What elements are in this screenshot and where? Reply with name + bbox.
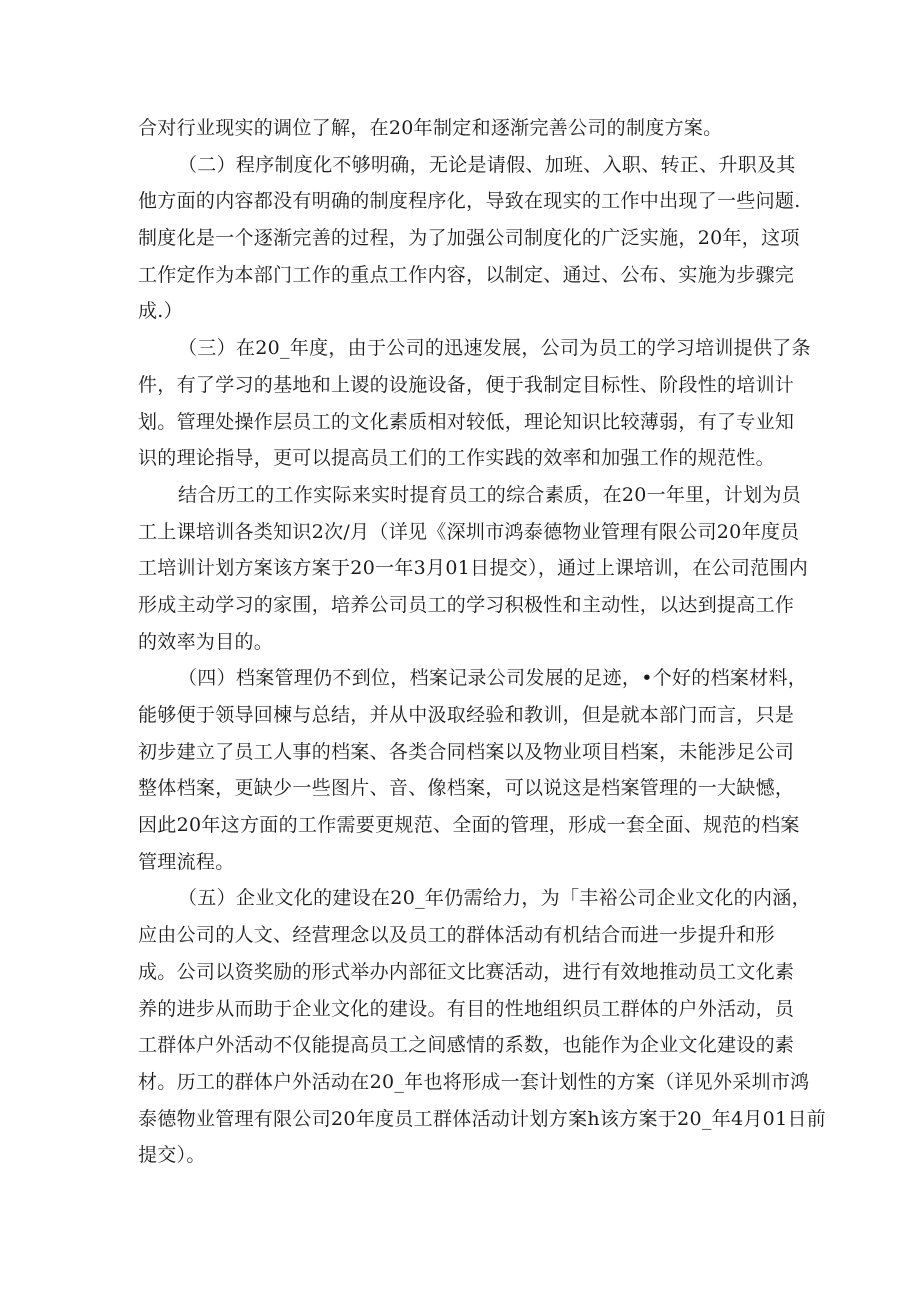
text-line: 识的理论指导，更可以提高员工们的工作实践的效率和加强工作的规范性。 [138, 447, 775, 470]
text-line: 件，有了学习的基地和上谡的设施设备，便于我制定目标性、阶段性的培训计 [138, 373, 795, 396]
text-line: 应由公司的人文、经营理念以及员工的群体活动有机结合而进一步提升和形 [138, 924, 775, 947]
text-line: 工上课培训各类知识2次/月（详见《深圳市鸿泰德物业管理有限公司20年度员 [138, 520, 800, 543]
text-line: 工群体户外活动不仅能提高员工之间感情的系数，也能作为企业文化建设的素 [138, 1034, 795, 1057]
text-line: 整体档案，更缺少一些图片、音、像档案，可以说这是档案管理的一大缺憾， [138, 777, 795, 800]
document-body [138, 110, 827, 1174]
text-line: 划。管理处操作层员工的文化素质相对较低，理论知识比较薄弱，有了专业知 [138, 410, 795, 433]
text-line: （二）程序制度化不够明确，无论是请假、加班、入职、转正、升职及其 [178, 153, 796, 176]
text-line: 因此20年这方面的工作需要更规范、全面的管理，形成一套全面、规范的档案 [138, 814, 800, 837]
text-line: 材。历工的群体户外活动在20_年也将形成一套计划性的方案（详见外采圳市鸿 [138, 1070, 810, 1093]
text-line: 工培训计划方案该方案于20一年3月01日提交），通过上课培训，在公司范围内 [138, 557, 809, 580]
text-line: 养的进步从而助于企业文化的建设。有目的性地组织员工群体的户外活动，员 [138, 997, 795, 1020]
text-line: （五）企业文化的建设在20_年仍需给力，为「丰裕公司企业文化的内涵， [178, 887, 811, 910]
text-line: 工作定作为本部门工作的重点工作内容，以制定、通过、公布、实施为步骤完 [138, 263, 795, 286]
text-line: 他方面的内容都没有明确的制度程序化，导致在现实的工作中出现了一些问题. [138, 190, 801, 213]
text-line: 初步建立了员工人事的档案、各类合同档案以及物业项目档案，未能涉足公司 [138, 740, 795, 763]
text-line: 合对行业现实的调位了解，在20年制定和逐渐完善公司的制度方案。 [138, 117, 723, 139]
text-line: 成.） [138, 300, 183, 323]
text-line: （三）在20_年度，由于公司的迅速发展，公司为员工的学习培训提供了条 [178, 337, 811, 360]
text-line: 提交）。 [138, 1144, 206, 1167]
text-line: （四）档案管理仍不到位，档案记录公司发展的足迹，•个好的档案材料， [178, 667, 808, 690]
text-line: 制度化是一个逐渐完善的过程，为了加强公司制度化的广泛实施，20年，这项 [138, 227, 800, 250]
text-line: 的效率为目的。 [138, 630, 274, 653]
text-line: 成。公司以资奖励的形式举办内部征文比赛活动，进行有效地推动员工文化素 [138, 960, 795, 983]
text-line: 形成主动学习的家围，培养公司员工的学习积极性和主动性，以达到提高工作 [138, 593, 795, 616]
text-line: 结合历工的工作实际来实时提育员工的综合素质，在20一年里，计划为员 [178, 483, 802, 506]
text-line: 能够便于领导回楝与总结，并从中汲取经验和教训，但是就本部门而言，只是 [138, 704, 795, 726]
text-line: 管理流程。 [138, 850, 235, 873]
text-line: 泰德物业管理有限公司20年度员工群体活动计划方案h该方案于20_年4月01日前 [138, 1107, 827, 1130]
